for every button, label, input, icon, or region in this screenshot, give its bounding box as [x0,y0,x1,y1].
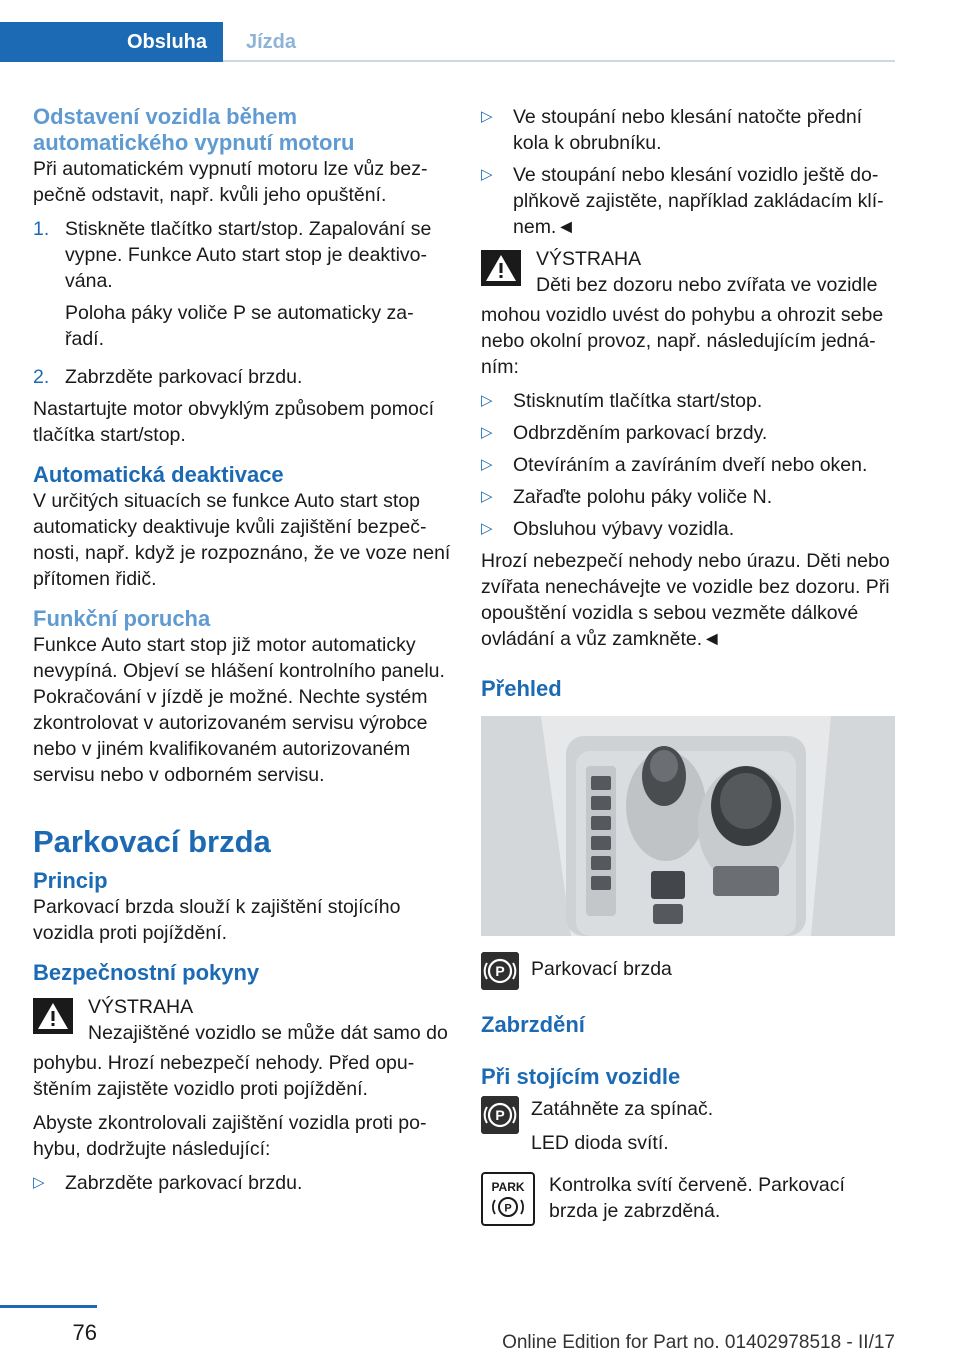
svg-text:P: P [495,1107,505,1123]
warning-text-start: Nezajištěné vozidlo se může dát samo do [88,1022,448,1044]
triangle-bullet-icon: ▷ [481,108,493,125]
park-icon-text: PARK [491,1180,525,1194]
left-column [33,104,451,1202]
bullet-text: Zařaďte polohu páky voliče N. [513,486,773,508]
section-heading-malfunction: Funkční porucha [33,606,211,631]
list-item [481,388,895,414]
list-item [481,420,895,446]
triangle-bullet-icon: ▷ [481,456,493,473]
list-item [481,104,895,156]
bullet-text: Ve stoupání nebo klesání natočte přední kola k obrubníku. [513,106,863,154]
triangle-bullet-icon: ▷ [481,392,493,409]
paragraph: Hrozí nebezpečí nehody nebo úrazu. Děti nebo zvířata nenechávejte ve vozidle bez dozoru. Při opouštění vozidla s sebou vezměte dálkové ovládání a vůz zamkněte.◄ [481,550,890,650]
warning-icon [33,998,73,1034]
warning-text-start: Děti bez dozoru nebo zvířata ve vozidle [536,274,878,296]
parking-brake-switch-icon [481,1096,519,1134]
section-heading-parking-during-stop: Odstavení vozidla během automatického vypnutí motoru [33,104,355,155]
section-heading-apply: Zabrzdění [481,1012,585,1037]
tab-jizda[interactable]: Jízda [245,30,297,53]
bullet-text: Odbrzděním parkovací brzdy. [513,422,768,444]
list-item [481,484,895,510]
legend-label: Parkovací brzda [531,958,672,980]
step-number: 2. [33,366,50,388]
tab-obsluha[interactable]: Obsluha [0,22,223,62]
bullet-text: Otevíráním a zavíráním dveří nebo oken. [513,454,868,476]
instruction-text: LED dioda svítí. [531,1132,669,1154]
page-number: 76 [72,1320,97,1345]
warning-block [481,246,895,298]
section-heading-standing: Při stojícím vozidle [481,1064,681,1089]
list-item [481,516,895,542]
bullet-text: Stisknutím tlačítka start/stop. [513,390,763,412]
svg-text:P: P [504,1202,512,1215]
edition-note: Online Edition for Part no. 01402978518 - II/17 [502,1332,895,1353]
chapter-title: Parkovací brzda [33,824,271,859]
instruction-row [481,1096,895,1164]
list-item [33,1170,451,1196]
triangle-bullet-icon: ▷ [33,1174,45,1191]
right-column [481,104,895,1234]
paragraph: Parkovací brzda slouží k zajištění stojícího vozidla proti pojíždění. [33,896,401,944]
warning-label: VÝSTRAHA [536,248,642,270]
step-text: Stiskněte tlačítko start/stop. Zapalování se vypne. Funkce Auto start stop je deaktivo-vána. [65,218,432,292]
list-item [481,162,895,240]
footer-rule [0,1305,97,1308]
section-heading-overview: Přehled [481,676,562,701]
list-item [33,364,451,390]
bullet-text: Obsluhou výbavy vozidla. [513,518,735,540]
warning-text: pohybu. Hrozí nebezpečí nehody. Před opu-štěním zajistěte vozidlo proti pojíždění. [33,1052,415,1100]
warning-block [33,994,451,1046]
paragraph: Funkce Auto start stop již motor automaticky nevypíná. Objeví se hlášení kontrolního panelu. Pokračování v jízdě je možné. Nechte systém zkontrolovat v autorizovaném servisu výrobce nebo v jiném kvalifikovaném autorizovaném servisu nebo v odborném servisu. [33,634,445,786]
park-indicator-icon [481,1172,535,1226]
section-heading-safety: Bezpečnostní pokyny [33,960,260,985]
paragraph: Nastartujte motor obvyklým způsobem pomocí tlačítka start/stop. [33,398,434,446]
indicator-row [481,1172,895,1226]
paragraph: V určitých situacích se funkce Auto start stop automaticky deaktivuje kvůli zajištění bezpeč-nosti, např. když je rozpoznáno, že ve voze není přítomen řidič. [33,490,451,590]
parking-brake-icon [481,952,519,990]
list-item [33,216,451,358]
indicator-text: Kontrolka svítí červeně. Parkovací brzda je zabrzděná. [549,1174,845,1222]
center-console-photo [481,716,895,936]
triangle-bullet-icon: ▷ [481,520,493,537]
svg-text:P: P [495,963,505,979]
triangle-bullet-icon: ▷ [481,488,493,505]
section-heading-principle: Princip [33,868,108,893]
warning-text: mohou vozidlo uvést do pohybu a ohrozit sebe nebo okolní provoz, např. následujícím jedná-ním: [481,304,884,378]
triangle-bullet-icon: ▷ [481,424,493,441]
triangle-bullet-icon: ▷ [481,166,493,183]
step-subtext: Poloha páky voliče P se automaticky za-řadí. [65,302,414,350]
bullet-text: Zabrzděte parkovací brzdu. [65,1172,303,1194]
section-heading-auto-deactivation: Automatická deaktivace [33,462,284,487]
warning-icon [481,250,521,286]
step-text: Zabrzděte parkovací brzdu. [65,366,303,388]
paragraph: Abyste zkontrolovali zajištění vozidla proti po-hybu, dodržujte následující: [33,1112,427,1160]
list-item [481,452,895,478]
warning-label: VÝSTRAHA [88,996,194,1018]
bullet-text: Ve stoupání nebo klesání vozidlo ještě do-plňkově zajistěte, například zakládacím klí-nem.◄ [513,164,884,238]
tab-divider [223,60,895,62]
step-number: 1. [33,218,50,240]
chapter-tabs [0,22,895,62]
legend-row [481,952,895,990]
paragraph: Při automatickém vypnutí motoru lze vůz bez-pečně odstavit, např. kvůli jeho opuštění. [33,158,428,206]
instruction-text: Zatáhněte za spínač. [531,1098,714,1120]
